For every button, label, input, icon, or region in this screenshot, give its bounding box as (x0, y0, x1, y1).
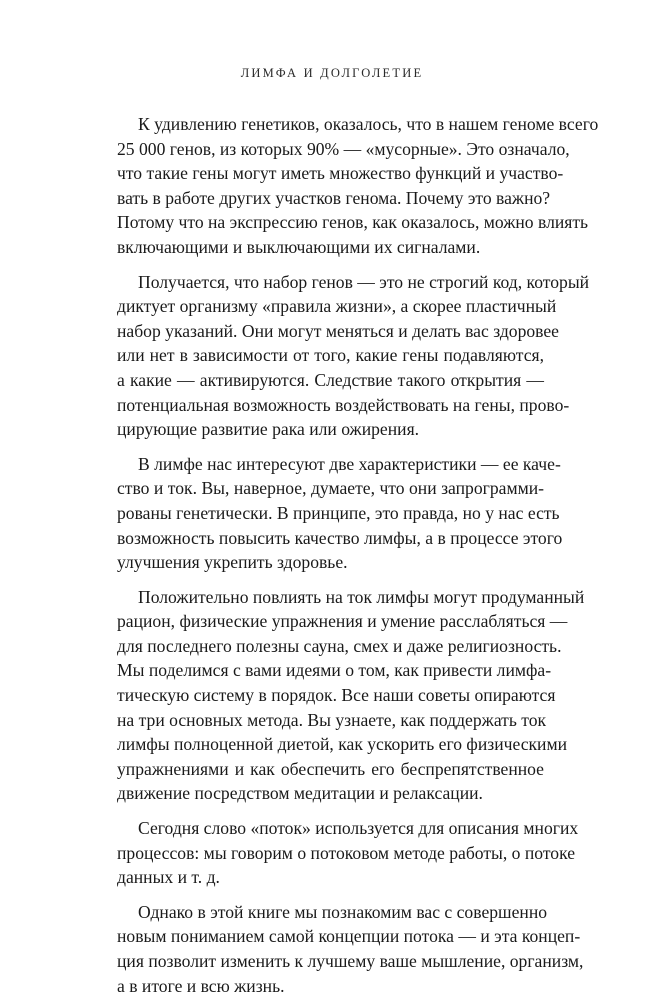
text-line: потенциальная возможность воздействовать на гены, прово- (117, 394, 570, 415)
text-line: ство и ток. Вы, наверное, думаете, что они запрограмми- (117, 478, 544, 499)
text-line: включающими и выключающими их сигналами. (117, 236, 481, 257)
text-line: Потому что на экспрессию генов, как оказалось, можно влиять (117, 212, 589, 233)
text-line: или нет в зависимости от того, какие гены подавляются, (117, 345, 544, 366)
text-line: новым пониманием самой концепции потока — и эта концеп- (117, 926, 581, 947)
text-line: а какие — активируются. Следствие такого открытия — (117, 369, 544, 390)
text-line: Мы поделимся с вами идеями о том, как привести лимфа- (117, 660, 552, 681)
text-line: набор указаний. Они могут меняться и делать вас здоровее (117, 320, 559, 341)
text-line: диктует организму «правила жизни», а скорее пластичный (117, 296, 557, 317)
text-line: цирующие развитие рака или ожирения. (117, 419, 420, 440)
text-line: данных и т. д. (117, 867, 220, 888)
text-line: Получается, что набор генов — это не строгий код, который (138, 271, 590, 292)
text-line: рованы генетически. В принципе, это правда, но у нас есть (117, 502, 560, 523)
paragraph (117, 900, 584, 998)
text-line: тическую систему в порядок. Все наши советы опираются (117, 685, 556, 706)
text-line: рацион, физические упражнения и умение расслабляться — (117, 611, 568, 632)
paragraph (117, 112, 599, 260)
text-line: что такие гены могут иметь множество функций и участво- (117, 163, 564, 184)
text-line: К удивлению генетиков, оказалось, что в нашем геноме всего (138, 114, 599, 134)
text-line: на три основных метода. Вы узнаете, как поддержать ток (117, 709, 547, 730)
text-line: улучшения укрепить здоровье. (117, 552, 348, 573)
paragraph (117, 270, 590, 442)
paragraph (117, 452, 563, 575)
text-line: Сегодня слово «поток» используется для описания многих (138, 818, 579, 839)
text-line: Однако в этой книге мы познакомим вас с совершенно (138, 901, 548, 922)
text-line: возможность повысить качество лимфы, а в процессе этого (117, 527, 563, 548)
text-line: 25 000 генов, из которых 90% — «мусорные». Это означало, (117, 138, 570, 159)
text-line: процессов: мы говорим о потоковом методе работы, о потоке (117, 842, 576, 863)
paragraph (117, 816, 579, 890)
text-line: а в итоге и всю жизнь. (117, 975, 285, 996)
text-line: упражнениями и как обеспечить его беспрепятственное (117, 758, 544, 779)
text-line: движение посредством медитации и релаксации. (117, 783, 483, 804)
paragraph (117, 585, 585, 806)
text-line: для последнего полезны сауна, смех и даже религиозность. (117, 635, 562, 656)
text-line: Положительно повлиять на ток лимфы могут продуманный (138, 586, 585, 607)
text-line: лимфы полноценной диетой, как ускорить его физическими (117, 734, 568, 755)
text-line: вать в работе других участков генома. Почему это важно? (117, 187, 551, 208)
text-line: В лимфе нас интересуют две характеристики — ее каче- (138, 453, 561, 474)
text-line: ция позволит изменить к лучшему ваше мышление, организм, (117, 951, 584, 971)
running-header: ЛИМФА И ДОЛГОЛЕТИЕ (240, 66, 424, 80)
body-text (117, 112, 599, 1008)
